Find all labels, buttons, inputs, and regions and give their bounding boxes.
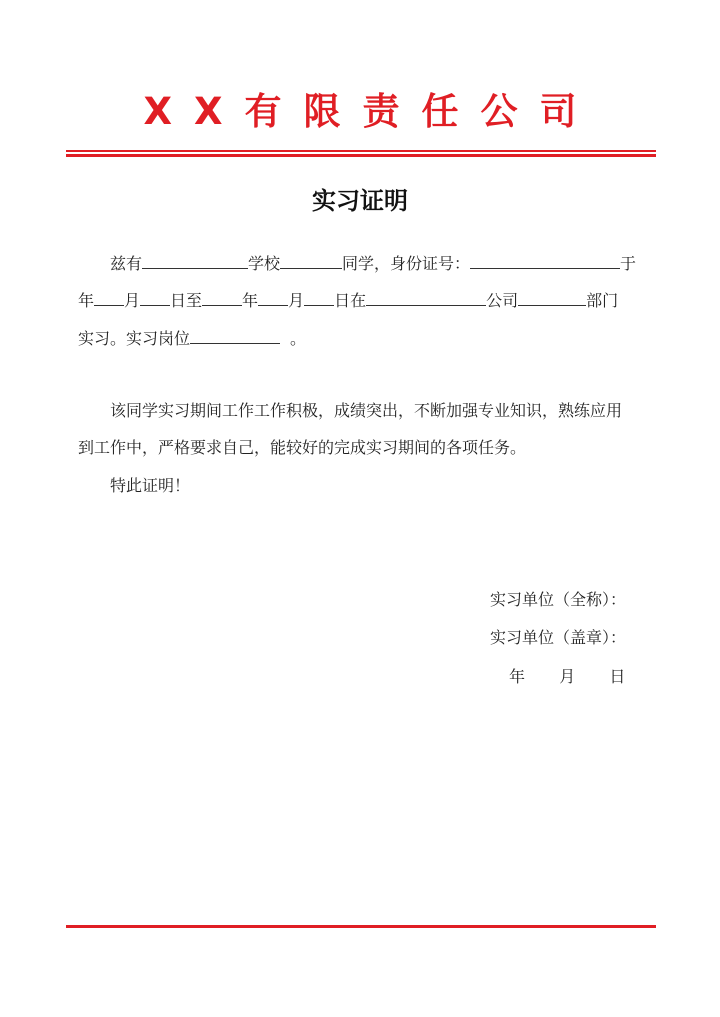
text-nian2: 年 [242,291,259,310]
start-year-blank[interactable] [94,287,124,306]
end-year-blank[interactable] [202,287,242,306]
text-tongxue: 同学，身份证号： [342,254,471,273]
date-year-label: 年 [509,667,526,686]
start-month-blank[interactable] [140,287,170,306]
paragraph-3: 特此证明！ [110,476,191,495]
paragraph-1-line-3 [78,325,658,350]
text-nian: 年 [78,291,95,310]
text-yue: 月 [124,291,141,310]
text-yu: 于 [620,254,637,273]
id-number-blank[interactable] [470,250,620,269]
text-zi-you: 兹有 [110,254,143,273]
text-yue2: 月 [288,291,305,310]
header-rule-thin [66,150,656,152]
text-bumen: 部门 [586,291,619,310]
header-rule-thick [66,154,656,157]
date-month-label: 月 [559,667,576,686]
footer-rule [66,925,656,928]
paragraph-1-line-1 [110,250,690,275]
paragraph-1-line-2 [78,287,658,312]
paragraph-2-line-1: 该同学实习期间工作工作积极，成绩突出，不断加强专业知识，熟练应用 [110,401,623,420]
text-ri-zhi: 日至 [170,291,203,310]
end-month-blank[interactable] [258,287,288,306]
company-name: XX有限责任公司 [143,90,599,133]
text-ri-zai: 日在 [334,291,367,310]
unit-full-name-label: 实习单位（全称）： [490,590,627,609]
company-blank[interactable] [366,287,486,306]
end-day-blank[interactable] [304,287,334,306]
department-blank[interactable] [518,287,586,306]
date-day-label: 日 [609,667,626,686]
signature-date [509,666,625,688]
text-shixi: 实习。实习岗位 [78,329,191,348]
student-name-blank[interactable] [280,250,342,269]
text-xuexiao: 学校 [248,254,281,273]
school-name-blank[interactable] [142,250,248,269]
unit-seal-label: 实习单位（盖章）： [490,628,627,647]
document-title: 实习证明 [312,187,408,215]
text-gongsi: 公司 [486,291,519,310]
text-end-period: 。 [290,329,307,348]
position-blank[interactable] [190,325,280,344]
paragraph-2-line-2: 到工作中，严格要求自己，能较好的完成实习期间的各项任务。 [78,438,527,457]
